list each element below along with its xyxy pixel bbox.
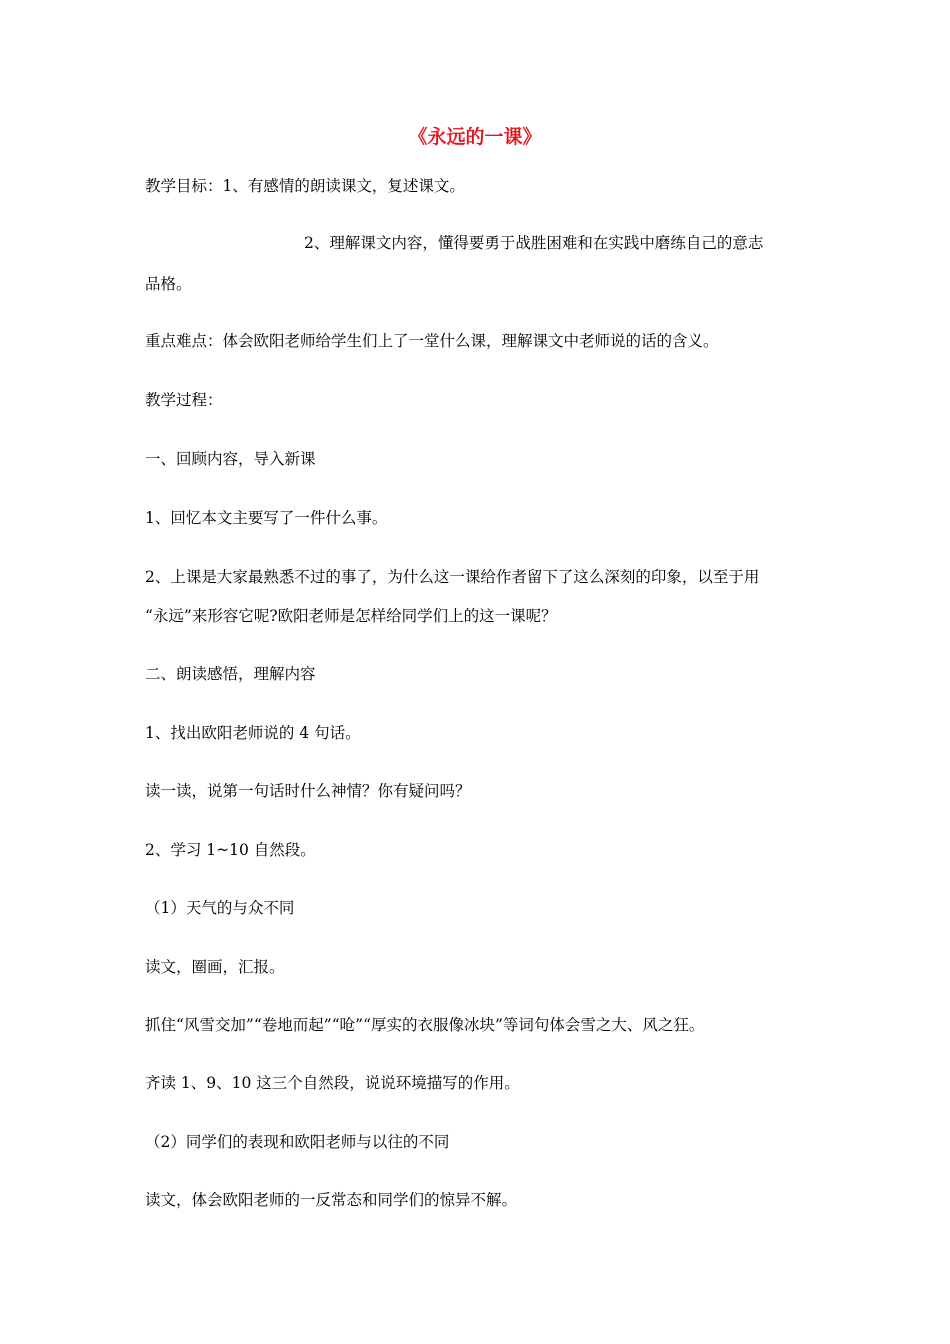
section-2-heading: 二、朗读感悟，理解内容 [145, 665, 316, 683]
section-1-item-2: 2、上课是大家最熟悉不过的事了，为什么这一课给作者留下了这么深刻的印象，以至于用 [145, 568, 760, 586]
key-difficulties: 重点难点：体会欧阳老师给学生们上了一堂什么课，理解课文中老师说的话的含义。 [145, 332, 719, 350]
subsection-1-heading: （1）天气的与众不同 [145, 899, 295, 917]
teaching-goal-2: 2、理解课文内容，懂得要勇于战胜困难和在实践中磨练自己的意志 [304, 234, 764, 252]
section-1-heading: 一、回顾内容，导入新课 [145, 450, 316, 468]
section-2-item-1: 1、找出欧阳老师说的 4 句话。 [145, 724, 361, 742]
subsection-1-reading: 齐读 1、9、10 这三个自然段，说说环境描写的作用。 [145, 1074, 520, 1092]
subsection-2-heading: （2）同学们的表现和欧阳老师与以往的不同 [145, 1133, 450, 1151]
section-1-item-1: 1、回忆本文主要写了一件什么事。 [145, 509, 388, 527]
subsection-1-task: 读文，圈画，汇报。 [145, 958, 285, 976]
section-1-item-2-continued: “永远”来形容它呢?欧阳老师是怎样给同学们上的这一课呢？ [145, 607, 557, 625]
subsection-1-detail: 抓住“风雪交加”“卷地而起”“呛”“厚实的衣服像冰块”等词句体会雪之大、风之狂。 [145, 1016, 705, 1034]
document-title: 《永远的一课》 [408, 126, 542, 148]
teaching-goal-1: 教学目标：1、有感情的朗读课文，复述课文。 [145, 177, 465, 195]
teaching-process-heading: 教学过程： [145, 391, 223, 409]
subsection-2-task: 读文，体会欧阳老师的一反常态和同学们的惊异不解。 [145, 1191, 518, 1209]
teaching-goal-2-continued: 品格。 [145, 275, 192, 293]
section-2-item-2: 2、学习 1~10 自然段。 [145, 841, 316, 859]
section-2-question: 读一读，说第一句话时什么神情？你有疑问吗？ [145, 782, 471, 800]
